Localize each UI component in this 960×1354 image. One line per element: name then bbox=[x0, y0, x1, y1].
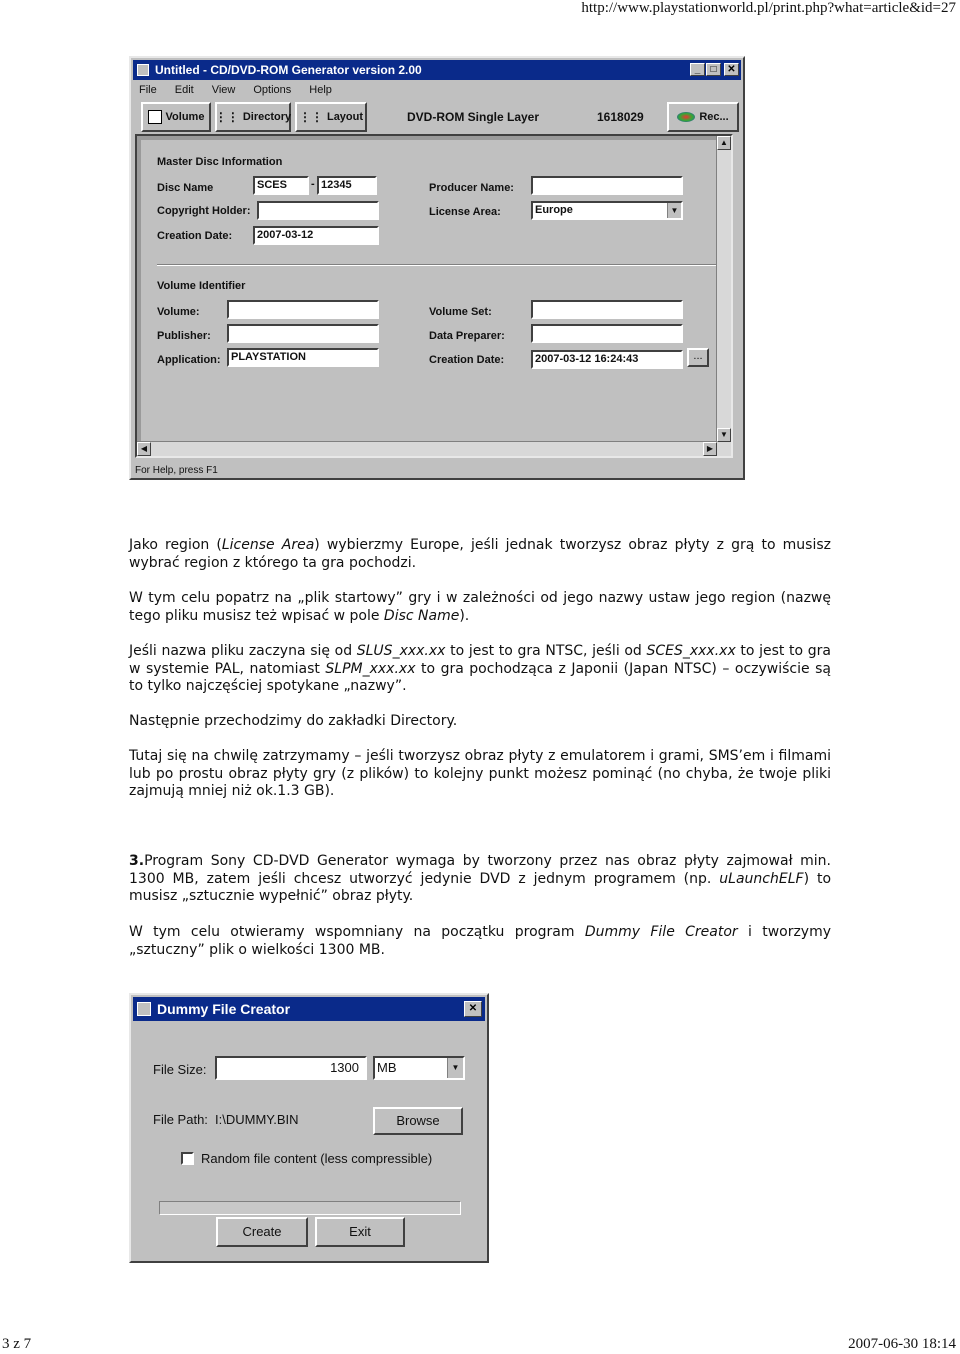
paragraph-skip: Tutaj się na chwilę zatrzymamy – jeśli tworzysz obraz płyty z emulatorem i grami, SMS’em i filmami lub po prostu obraz płyty gry (z plików) to kolejny punkt możesz pominąć (no chyba, że twoje pliki zajmują mniej niż ok.1.3 GB). bbox=[129, 748, 831, 799]
disc-name-label: Disc Name bbox=[157, 182, 214, 194]
dummy-close-button[interactable]: ✕ bbox=[464, 1001, 482, 1017]
volume-set-label: Volume Set: bbox=[429, 306, 492, 318]
scroll-down-icon[interactable]: ▼ bbox=[717, 428, 731, 442]
p1-italic: License Area bbox=[221, 537, 315, 553]
p2-italic: Disc Name bbox=[383, 607, 460, 624]
paragraph-region bbox=[129, 537, 831, 572]
directory-button[interactable] bbox=[215, 102, 291, 132]
window-title: Untitled - CD/DVD-ROM Generator version 2.00 bbox=[155, 63, 422, 77]
copyright-label: Copyright Holder: bbox=[157, 205, 251, 217]
cd-generator-titlebar bbox=[133, 60, 741, 80]
menu-view[interactable]: View bbox=[211, 84, 236, 96]
p3-italic-2: SCES_xxx.xx bbox=[646, 643, 736, 659]
unit-chevron-down-icon[interactable]: ▼ bbox=[447, 1058, 463, 1078]
dummy-app-icon bbox=[137, 1002, 151, 1016]
license-area-value: Europe bbox=[535, 204, 573, 216]
volume-set-field[interactable] bbox=[531, 300, 683, 319]
paragraph-dummy bbox=[129, 924, 831, 959]
volume-id-heading: Volume Identifier bbox=[157, 280, 246, 292]
disc-name-number-field[interactable]: 12345 bbox=[317, 176, 377, 195]
step-number: 3. bbox=[129, 853, 145, 869]
volume-button[interactable] bbox=[141, 102, 211, 132]
paragraph-prefixes bbox=[129, 643, 831, 696]
volume-field[interactable] bbox=[227, 300, 379, 319]
volume-button-label: Volume bbox=[165, 111, 205, 123]
p3-d: to gra pochodząca z Japonii (Japan NTSC) – oczywiście są to tylko najczęściej spotykane „nazwy”. bbox=[129, 660, 831, 694]
maximize-button[interactable]: □ bbox=[706, 63, 721, 76]
vertical-scrollbar[interactable] bbox=[716, 136, 731, 456]
application-label: Application: bbox=[157, 354, 221, 366]
record-button[interactable] bbox=[667, 102, 739, 132]
scroll-up-icon[interactable]: ▲ bbox=[717, 136, 731, 150]
menu-edit[interactable]: Edit bbox=[174, 84, 194, 96]
close-button[interactable]: ✕ bbox=[724, 63, 739, 76]
status-bar: For Help, press F1 bbox=[135, 465, 218, 476]
directory-button-label: Directory bbox=[242, 111, 292, 123]
print-url: http://www.playstationworld.pl/print.php?what=article&id=27 bbox=[581, 0, 956, 16]
horizontal-scrollbar[interactable] bbox=[137, 441, 717, 456]
volume-icon bbox=[148, 110, 162, 124]
random-content-label: Random file content (less compressible) bbox=[201, 1151, 433, 1166]
p2-b: ). bbox=[459, 607, 470, 624]
create-button[interactable]: Create bbox=[216, 1217, 308, 1247]
cd-generator-window bbox=[129, 56, 745, 480]
file-size-field[interactable]: 1300 bbox=[215, 1056, 367, 1080]
p3-italic-1: SLUS_xxx.xx bbox=[356, 643, 446, 659]
page-counter: 3 z 7 bbox=[2, 1336, 32, 1352]
p1-a: Jako region ( bbox=[129, 537, 222, 553]
publisher-field[interactable] bbox=[227, 324, 379, 343]
paragraph-file-name bbox=[129, 590, 831, 625]
paragraph-directory: Następnie przechodzimy do zakładki Directory. bbox=[129, 713, 458, 729]
chevron-down-icon[interactable]: ▼ bbox=[667, 203, 681, 218]
volume-creation-date-field[interactable]: 2007-03-12 16:24:43 bbox=[531, 350, 683, 369]
volume-creation-date-label: Creation Date: bbox=[429, 354, 505, 366]
record-icon bbox=[677, 112, 695, 122]
producer-label: Producer Name: bbox=[429, 182, 514, 194]
file-size-label: File Size: bbox=[153, 1062, 207, 1077]
p7-italic: Dummy File Creator bbox=[584, 924, 738, 940]
dummy-window-title: Dummy File Creator bbox=[157, 1001, 291, 1017]
layout-icon: ⋮⋮ bbox=[298, 110, 323, 124]
master-divider bbox=[157, 264, 717, 266]
p1-b: ) wybierzmy Europe, jeśli jednak tworzysz obraz płyty z grą to musisz wybrać region z którego ta gra pochodzi. bbox=[129, 537, 831, 571]
layout-button-label: Layout bbox=[326, 111, 364, 123]
menu-file[interactable]: File bbox=[139, 84, 157, 96]
application-field[interactable]: PLAYSTATION bbox=[227, 348, 379, 367]
p6-b: ) to musisz „sztucznie wypełnić” obraz płyty. bbox=[129, 870, 832, 904]
p3-a: Jeśli nazwa pliku zaczyna się od bbox=[129, 643, 357, 659]
p2-a: W tym celu popatrz na „plik startowy” gry i w zależności od jego nazwy ustaw jego region (nazwę tego pliku musisz też wpisać w pole bbox=[129, 590, 831, 624]
p7-a: W tym celu otwieramy wspomniany na początku program bbox=[129, 924, 585, 940]
p3-c: to jest to gra w systemie PAL, natomiast bbox=[129, 643, 831, 677]
data-preparer-field[interactable] bbox=[531, 324, 683, 343]
app-icon bbox=[137, 64, 149, 76]
directory-icon: ⋮⋮ bbox=[214, 110, 239, 124]
disc-name-separator: - bbox=[311, 178, 315, 190]
media-type: DVD-ROM Single Layer bbox=[407, 110, 540, 124]
producer-field[interactable] bbox=[531, 176, 683, 195]
progress-bar bbox=[159, 1201, 461, 1215]
volume-panel bbox=[141, 140, 727, 450]
browse-button[interactable]: Browse bbox=[373, 1107, 463, 1135]
disc-name-prefix-field[interactable]: SCES bbox=[253, 176, 309, 195]
scroll-left-icon[interactable]: ◀ bbox=[137, 442, 151, 456]
p7-b: i tworzymy „sztuczny” plik o wielkości 1300 MB. bbox=[129, 924, 832, 958]
file-path-label: File Path: bbox=[153, 1112, 208, 1127]
volume-label: Volume: bbox=[157, 306, 200, 318]
layout-button[interactable] bbox=[295, 102, 367, 132]
publisher-label: Publisher: bbox=[157, 330, 211, 342]
minimize-button[interactable]: _ bbox=[690, 63, 705, 76]
date-picker-button[interactable]: ... bbox=[687, 348, 709, 367]
master-heading: Master Disc Information bbox=[157, 156, 283, 168]
license-label: License Area: bbox=[429, 206, 501, 218]
client-area bbox=[135, 134, 733, 458]
p3-italic-3: SLPM_xxx.xx bbox=[325, 660, 416, 677]
copyright-field[interactable] bbox=[257, 201, 379, 220]
record-button-label: Rec... bbox=[699, 111, 729, 123]
scroll-right-icon[interactable]: ▶ bbox=[703, 442, 717, 456]
image-size: 1618029 bbox=[597, 110, 644, 124]
p6-italic: uLaunchELF bbox=[719, 870, 804, 887]
creation-date-label: Creation Date: bbox=[157, 230, 233, 242]
file-path-value: I:\DUMMY.BIN bbox=[215, 1112, 299, 1127]
unit-value: MB bbox=[377, 1060, 397, 1075]
toolbar bbox=[135, 100, 739, 132]
unit-select[interactable] bbox=[373, 1056, 465, 1080]
paragraph-step-3 bbox=[129, 853, 831, 906]
menu-options[interactable]: Options bbox=[253, 84, 292, 96]
p3-b: to jest to gra NTSC, jeśli od bbox=[445, 643, 647, 659]
menubar bbox=[137, 81, 334, 99]
random-content-checkbox[interactable] bbox=[181, 1152, 194, 1165]
license-area-select[interactable] bbox=[531, 201, 683, 220]
creation-date-field[interactable]: 2007-03-12 bbox=[253, 226, 379, 245]
exit-button[interactable]: Exit bbox=[315, 1217, 405, 1247]
dummy-titlebar bbox=[133, 997, 485, 1021]
p6-a: Program Sony CD-DVD Generator wymaga by tworzony przez nas obraz płyty zajmował min. 1300 MB, zatem jeśli chcesz utworzyć jedynie DVD z jednym programem (np. bbox=[129, 853, 831, 887]
dummy-file-creator-window bbox=[129, 993, 489, 1263]
data-preparer-label: Data Preparer: bbox=[429, 330, 505, 342]
menu-help[interactable]: Help bbox=[309, 84, 332, 96]
print-datetime: 2007-06-30 18:14 bbox=[848, 1336, 956, 1352]
